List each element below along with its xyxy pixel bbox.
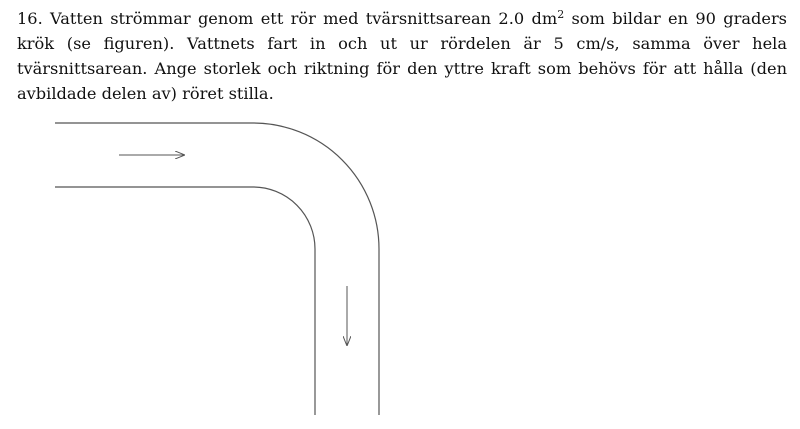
problem-statement: [17, 6, 787, 106]
pipe-inner-wall: [55, 187, 315, 415]
problem-text-start: 16. Vatten strömmar genom ett rör med tvärsnittsarean 2.0 dm: [17, 9, 558, 28]
area-exponent: 2: [557, 8, 565, 21]
problem-text-end: som bildar en 90 graders krök (se figuren). Vattnets fart in och ut ur rördelen är 5 cm/s, samma över hela tvärsnittsarean. Ange storlek och riktning för den yttre kraft som behövs för att hålla (den avbildade delen av) röret stilla.: [17, 9, 787, 103]
pipe-outer-wall: [55, 123, 379, 415]
